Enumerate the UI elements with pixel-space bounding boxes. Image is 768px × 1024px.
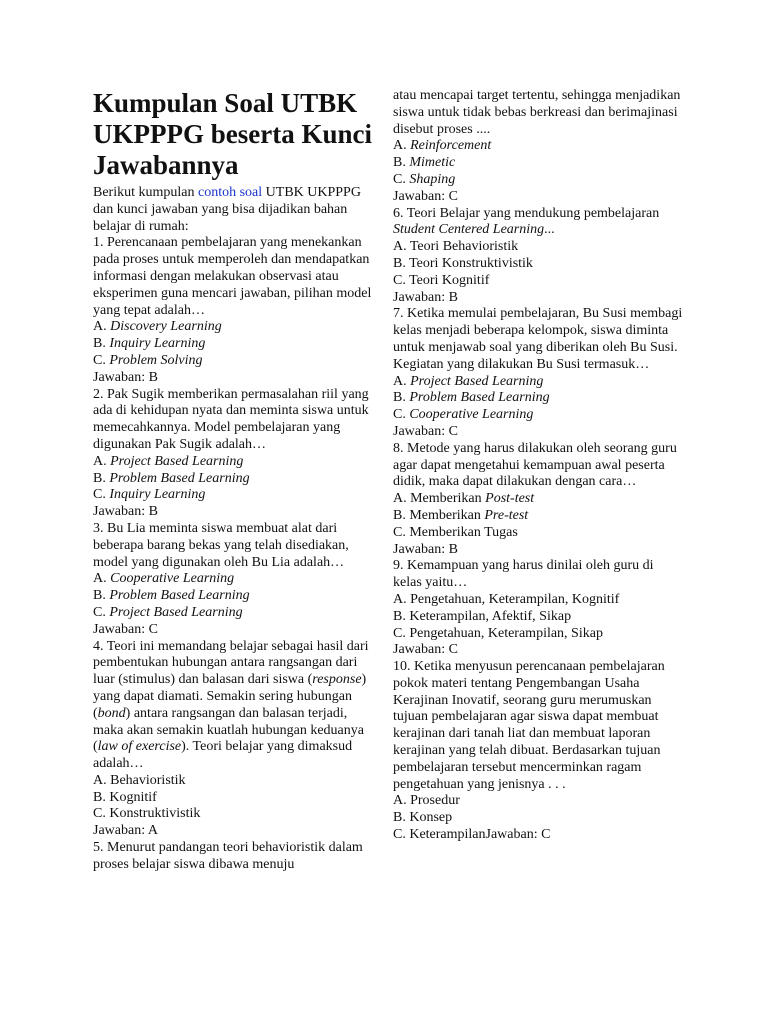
question-3-answer: Jawaban: C — [93, 621, 158, 637]
page-title: Kumpulan Soal UTBK UKPPPG beserta Kunci Jawabannya — [93, 88, 372, 180]
question-7-text: 7. Ketika memulai pembelajaran, Bu Susi membagi kelas menjadi beberapa kelompok, siswa diminta untuk menjawab soal yang diberikan oleh Bu Susi. Kegiatan yang dilakukan Bu Susi termasuk… — [393, 306, 683, 372]
question-7-option-c: C. Cooperative Learning — [393, 407, 534, 423]
question-8-option-a: A. Memberikan Post-test — [393, 491, 535, 507]
question-6-option-b: B. Teori Konstruktivistik — [393, 255, 533, 271]
question-4-answer: Jawaban: A — [93, 823, 158, 839]
question-5-option-c: C. Shaping — [393, 171, 456, 187]
question-2-option-b: B. Problem Based Learning — [93, 470, 250, 486]
question-6-text: 6. Teori Belajar yang mendukung pembelajaran Student Centered Learning... — [393, 205, 660, 238]
intro-text-before: Berikut kumpulan — [93, 185, 198, 200]
question-8-option-c: C. Memberikan Tugas — [393, 524, 518, 540]
question-8-text: 8. Metode yang harus dilakukan oleh seorang guru agar dapat mengetahui kemampuan awal peserta didik, maka dapat dilakukan dengan cara… — [393, 440, 677, 490]
question-4-option-c: C. Konstruktivistik — [93, 806, 201, 822]
question-1-option-a: A. Discovery Learning — [93, 319, 222, 335]
question-2-option-c: C. Inquiry Learning — [93, 487, 206, 503]
question-6-option-a: A. Teori Behavioristik — [393, 239, 519, 255]
question-5-answer: Jawaban: C — [393, 188, 458, 204]
question-1-option-b: B. Inquiry Learning — [93, 336, 206, 352]
question-10-option-b: B. Konsep — [393, 810, 453, 826]
intro-text-after: UTBK UKPPPG dan kunci jawaban yang bisa dijadikan bahan belajar di rumah: — [93, 185, 361, 234]
question-6-answer: Jawaban: B — [393, 289, 458, 305]
question-9-text: 9. Kemampuan yang harus dinilai oleh guru di kelas yaitu… — [393, 558, 654, 591]
question-4-text: 4. Teori ini memandang belajar sebagai hasil dari pembentukan hubungan antara rangsangan dari luar (stimulus) dan balasan dari siswa (response) yang dapat diamati. Semakin sering hubungan (bond) antara rangsangan dan balasan terjadi, maka akan semakin kuatlah hubungan keduanya (law of exercise). Teori belajar yang dimaksud adalah… — [93, 638, 369, 772]
question-2-text: 2. Pak Sugik memberikan permasalahan riil yang ada di kehidupan nyata dan meminta siswa untuk memecahkannya. Model pembelajaran yang digunakan Pak Sugik adalah… — [93, 386, 369, 452]
question-5-text-continued: atau mencapai target tertentu, sehingga menjadikan siswa untuk tidak bebas berkreasi dan berimajinasi disebut proses .... — [393, 88, 681, 137]
question-9-option-b: B. Keterampilan, Afektif, Sikap — [393, 608, 572, 624]
question-9-answer: Jawaban: C — [393, 642, 458, 658]
question-3-option-a: A. Cooperative Learning — [93, 571, 235, 587]
question-10-option-a: A. Prosedur — [393, 793, 460, 809]
question-5-text: 5. Menurut pandangan teori behavioristik dalam proses belajar siswa dibawa menuju — [93, 840, 363, 872]
question-3-option-c: C. Project Based Learning — [93, 604, 243, 620]
question-2-option-a: A. Project Based Learning — [93, 453, 244, 469]
question-9-option-c: C. Pengetahuan, Keterampilan, Sikap — [393, 625, 603, 641]
question-4-option-b: B. Kognitif — [93, 789, 157, 805]
question-3-option-b: B. Problem Based Learning — [93, 588, 250, 604]
question-7-option-b: B. Problem Based Learning — [393, 390, 550, 406]
question-9-option-a: A. Pengetahuan, Keterampilan, Kognitif — [393, 591, 620, 607]
question-1-answer: Jawaban: B — [93, 369, 158, 385]
question-5-option-a: A. Reinforcement — [393, 138, 492, 154]
intro-paragraph — [93, 185, 378, 235]
question-7-option-a: A. Project Based Learning — [393, 373, 544, 389]
question-8-answer: Jawaban: B — [393, 541, 458, 557]
contoh-soal-link[interactable]: contoh soal — [198, 185, 263, 200]
question-6-option-c: C. Teori Kognitif — [393, 272, 490, 288]
question-1-option-c: C. Problem Solving — [93, 352, 203, 368]
question-5-option-b: B. Mimetic — [393, 155, 456, 171]
question-10-text: 10. Ketika menyusun perencanaan pembelajaran pokok materi tentang Pengembangan Usaha Kerajinan Inovatif, seorang guru merumuskan tujuan pembelajaran agar siswa dapat membuat kerajinan dari tanah liat dan membuat laporan kerajinan yang telah dibuat. Berdasarkan tujuan pembelajaran tersebut mencerminkan ragam pengetahuan yang jenisnya . . . — [393, 659, 665, 792]
question-1-text: 1. Perencanaan pembelajaran yang menekankan pada proses untuk memperoleh dan mendapatkan informasi dengan melakukan observasi atau eksperimen guna mencari jawaban, pilihan model yang tepat adalah… — [93, 235, 372, 318]
question-3-text: 3. Bu Lia meminta siswa membuat alat dari beberapa barang bekas yang telah disediakan, model yang digunakan oleh Bu Lia adalah… — [93, 520, 349, 570]
question-7-answer: Jawaban: C — [393, 423, 458, 439]
question-4-option-a: A. Behavioristik — [93, 772, 186, 788]
left-column — [93, 88, 378, 874]
question-10-option-c: C. KeterampilanJawaban: C — [393, 827, 551, 843]
question-8-option-b: B. Memberikan Pre-test — [393, 507, 529, 523]
right-column — [393, 88, 683, 844]
question-2-answer: Jawaban: B — [93, 504, 158, 520]
